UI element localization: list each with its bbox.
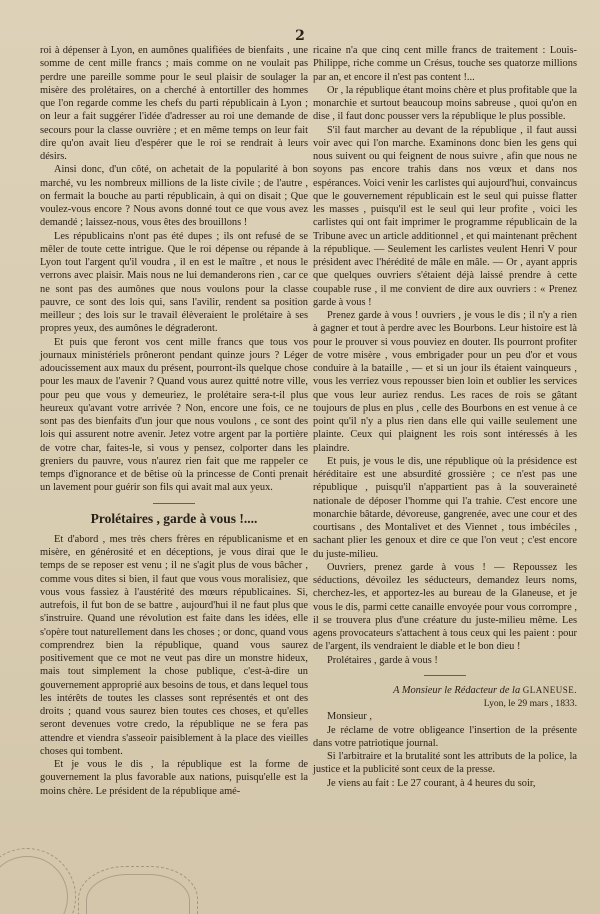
paragraph: Les républicains n'ont pas été dupes ; ils ont refusé de se mêler de toute cette intrigue. Que le roi dépense ou répande à Lyon tout l'argent qu'il voudra , il en est le maître , et nous le verrons avec plaisir. Mais nous ne lui demanderons rien , car ce ne sont pas des aumônes que nous voulons pour la classe pauvre, ce sont des lois qui, sans l'avilir, rendent sa position meilleur ; des lois sur le travail élèveraient le prolétaire à ses propres yeux, des aumônes le dégraderont. — [40, 230, 308, 335]
left-column — [40, 44, 308, 798]
letter-date: Lyon, le 29 mars , 1833. — [483, 698, 577, 709]
paragraph: Et puis, je vous le dis, une république où la présidence est héréditaire est une absurdité grossière ; ce n'est pas une république , puisqu'il n'appartient pas à la souveraineté nationale de déposer l'homme qui l'a trahie. C'est encore une monarchie bâtarde, dévoreuse, gangrenée, avec une cour et des courtisans , des Montalivet et des Viennet , tous imbéciles , sachant plier les genoux et dire ce que l'on veut ; c'est encore du juste-milieu. — [313, 455, 577, 560]
paragraph: Or , la république étant moins chère et plus profitable que la monarchie et surtout beaucoup moins sabreuse , quoi qu'on en dise , il faut donc pousser vers la république le plus possible. — [313, 84, 577, 123]
paragraph: Prolétaires , garde à vous ! — [327, 654, 438, 666]
paragraph: Et d'abord , mes très chers frères en républicanisme et en misère, en générosité et en déceptions, je vous dirai que le temps de se reposer est venu ; il ne s'agit plus de vous bâcher , comme vous dites si bien, il faut que vous vous moralisiez, que vous vous fassiez à l'austérité des mœurs républicaines. Si, autrefois, il fut bon de se battre , aujourd'hui il ne faut plus que s'instruire. Quand une révolution est faite dans les idées, elle s'opère tout naturellement dans les choses ; or donc, quand vous comprendrez bien la république, quand vous saurez positivement que ce mot ne veut pas dire un monstre hideux, mais tout simplement la chose publique, c'est-à-dire un gouvernement approprié aux besoins de tous, et dans lequel tous les intérêts de toutes les classes sont représentés et ont des droits ; quand vous saurez bien toutes ces choses, et qu'elles seront devenues votre credo, la république ne se fera pas attendre et viendra s'asseoir paisiblement à la place des vieilles choses qui tombent. — [40, 533, 308, 757]
section-divider — [153, 503, 195, 504]
paragraph: Prenez garde à vous ! ouvriers , je vous le dis ; il n'y a rien à gagner et tout à perdre avec les Bourbons. Leur histoire est là pour le prouver si vous pouviez en douter. Ils pourront profiter de votre misère , vous embrigader pour un peu d'or et vous conduire à la bataille , — et si un jour ils étaient vainqueurs , vous les verriez vous repousser bien loin et oublier les services que vous leur auriez rendus. Les races de rois se gâtant toujours de plus en plus , celle des Bourbons en est venue à ce point qu'il n'y a plus rien dans elle qui vaille seulement une plainte. Ceux qui plaignent les rois sont intéressés à les plaindre. — [313, 310, 577, 454]
paragraph: Je réclame de votre obligeance l'insertion de la présente dans votre patriotique journal. — [313, 724, 577, 749]
paragraph: Ainsi donc, d'un côté, on achetait de la popularité à bon marché, vu les nombreux millions de la liste civile ; de l'autre , on fermait la bouche au parti républicain, à qui on disait ; Que voulez-vous encore ? Nous avons donné tout ce que vous avez demandé ; laissez-nous, vous êtes des brouillons ! — [40, 164, 308, 229]
paragraph: Je viens au fait : Le 27 courant, à 4 heures du soir, — [327, 777, 536, 789]
library-stamp-icon — [78, 866, 198, 914]
letter-addressee — [313, 684, 577, 697]
paragraph: Et je vous le dis , la république est la forme de gouvernement la plus favorable aux nations, puisqu'elle est la moins chère. Le président de la république amé- — [40, 759, 308, 797]
page-number: 2 — [295, 28, 305, 44]
right-column — [313, 44, 577, 790]
paragraph: Ouvriers, prenez garde à vous ! — Repoussez les séductions, dévoilez les séducteurs, demandez leurs noms, cherchez-les, et apportez-les au bureau de la Glaneuse, et je vous le dis, parmi cette canaille envoyée pour vous corrompre , il se trouvera plus d'une créature du juste-milieu même. Les agens provocateurs s'attachent à tous ceux qui les paient : pour de l'argent, ils vendraient le diable et le bon dieu ! — [313, 561, 577, 653]
letter-salutation: Monsieur , — [327, 711, 373, 723]
paragraph: roi à dépenser à Lyon, en aumônes qualifiées de bienfaits , une somme de cent mille francs ; mais comme on ne voulait pas perdre une pareille somme pour le seul plaisir de soulager la misère des prolétaires, on a cherché à entortiller des hommes que l'on regarde comme les chefs du parti républicain à Lyon ; on leur a fait suggérer l'idée d'adresser au roi une demande de secours pour la classe ouvrière ; et en même temps on leur fait dire qu'on avait lieu d'espérer que le roi se rendrait à leurs désirs. — [40, 45, 308, 162]
letter-addressee-prefix: A Monsieur le Rédacteur de la — [393, 684, 521, 696]
paragraph: S'il faut marcher au devant de la république , il faut aussi voir avec qui l'on marche. Examinons donc bien les gens qui nous suivent ou qui feignent de nous suivre , afin que nous ne soyons pas encore trahis dans nos vœux et dans nos espérances. Voici venir les carlistes qui aujourd'hui, convaincus que le gouvernement républicain est le seul qui puisse flatter les masses , puisqu'il est le seul qui leur profite , voici les carlistes qui ont fait imprimer le programme républicain de la Tribune avec un article additionnel , et qui maintenant prêchent la république. — Seulement les carlistes veulent Henri V pour président avec l'hérédité de mâle en mâle. — Or , ayant appris que quelques ouvriers s'étaient déjà laissé prendre à cette coupable ruse , il me convient de dire aux ouvriers : « Prenez garde à vous ! — [313, 124, 577, 308]
library-stamp-icon — [0, 848, 76, 914]
paragraph: ricaine n'a que cinq cent mille francs de traitement : Louis-Philippe, riche comme un Crésus, touche ses quatorze millions par an, et encore il n'est pas content !... — [313, 45, 577, 83]
article-headline: Prolétaires , garde à vous !.... — [90, 510, 258, 526]
letter-addressee-paper: GLANEUSE. — [522, 684, 577, 695]
paragraph: Si l'arbitraire et la brutalité sont les attributs de la police, la justice et la publicité sont ceux de la presse. — [313, 751, 577, 776]
paragraph: Et puis que feront vos cent mille francs que tous vos journaux ministériels prôneront pendant quinze jours ? Léger adoucissement aux maux du présent, pourront-ils quelque chose pour les maux de l'avenir ? Quand vous aurez quitté notre ville, pour peu que vous y demeuriez, le prolétaire sera-t-il plus heureux qu'avant votre arrivée ? Non, encore une fois, ce ne sont pas des bienfaits d'un jour que nous voulons , ce sont des lois qui assurent notre avenir. Jetez votre argent par la portière de votre char, faites-le, si vous y pensez, colporter dans les greniers du pauvre, vous n'aurez rien fait que me rappeler ce temps d'ignorance et de bêtise où la princesse de Conti prenait un lavement pour guérir son fils qui avait mal aux yeux. — [40, 336, 308, 494]
section-divider — [424, 675, 466, 676]
